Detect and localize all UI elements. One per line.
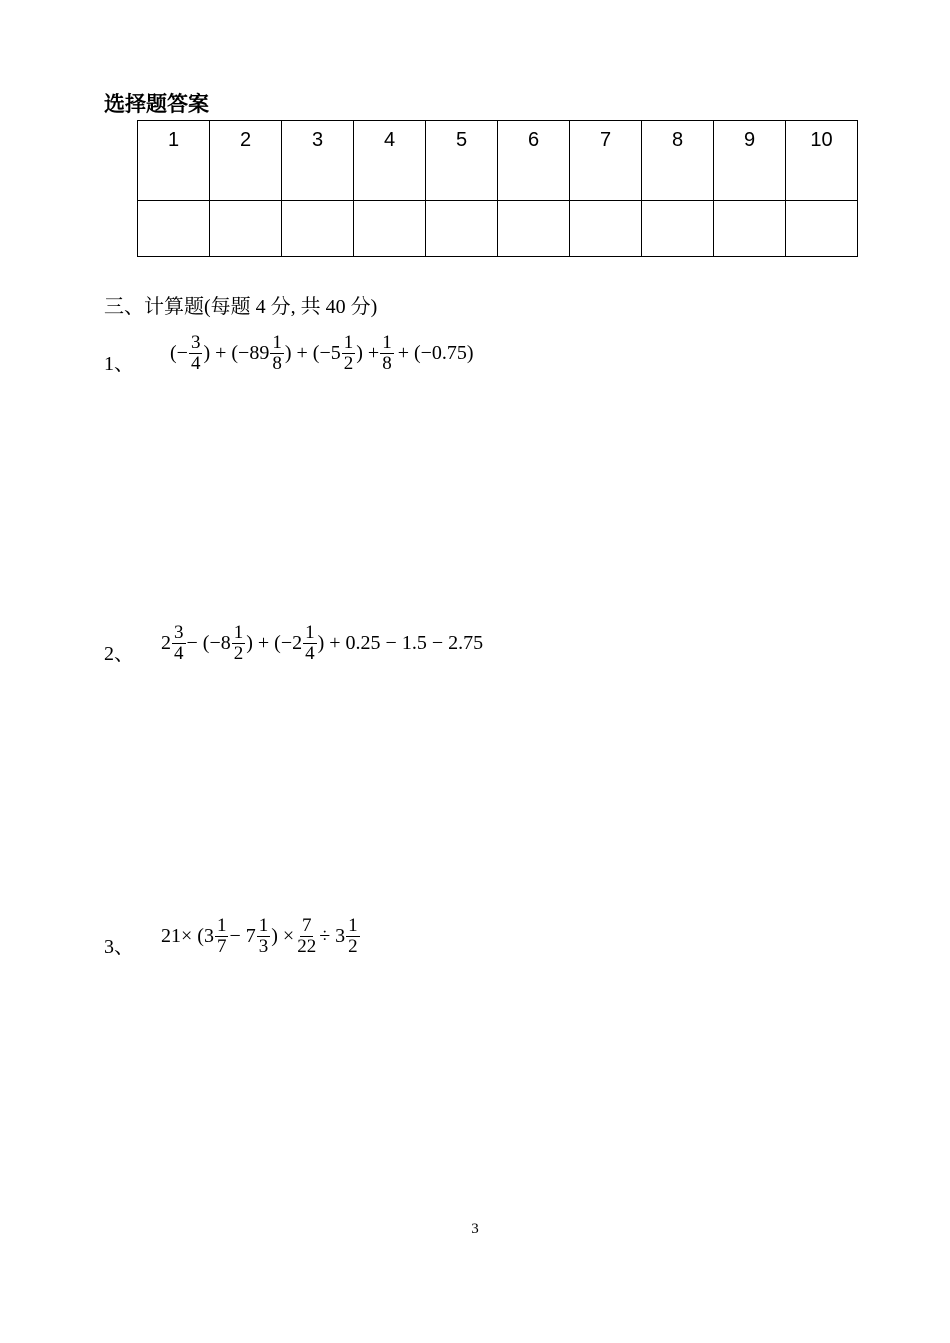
expr-text: ) + (−89 (203, 341, 270, 364)
expr-text: ) + (−2 (246, 631, 303, 654)
denominator: 4 (174, 642, 184, 664)
question-number-cell: 1 (138, 121, 210, 201)
denominator: 7 (216, 935, 227, 957)
numerator: 3 (190, 332, 201, 353)
expr-text: − 7 (229, 924, 256, 947)
fraction (346, 916, 360, 957)
answer-cell[interactable] (210, 201, 282, 257)
problem-number: 1、 (104, 353, 134, 375)
expr-text: (− (170, 341, 188, 364)
question-number-cell: 10 (786, 121, 858, 201)
question-number-cell: 5 (426, 121, 498, 201)
expr-text: ÷ 3 (319, 924, 346, 947)
question-number-cell: 9 (714, 121, 786, 201)
calculation-section-title: 三、计算题(每题 4 分, 共 40 分) (104, 296, 378, 318)
numerator: 1 (382, 332, 392, 353)
numerator: 1 (258, 915, 269, 936)
fraction (189, 333, 203, 374)
answer-cell[interactable] (570, 201, 642, 257)
question-number-cell: 3 (282, 121, 354, 201)
fraction (232, 623, 246, 664)
problem-expression (161, 916, 361, 957)
problem-expression (170, 333, 477, 374)
expr-text: 21× (3 (161, 924, 214, 947)
page-number: 3 (471, 1221, 479, 1237)
denominator: 22 (297, 935, 317, 957)
answer-table-header-row (138, 121, 858, 201)
answer-cell[interactable] (282, 201, 354, 257)
question-number-cell: 2 (210, 121, 282, 201)
answer-cell[interactable] (498, 201, 570, 257)
numerator: 1 (216, 915, 227, 936)
fraction (303, 623, 317, 664)
fraction (270, 333, 284, 374)
denominator: 4 (305, 642, 315, 664)
numerator: 1 (348, 915, 358, 936)
fraction (342, 333, 356, 374)
fraction (257, 916, 271, 957)
problem-number: 2、 (104, 643, 134, 665)
denominator: 2 (348, 935, 358, 957)
denominator: 2 (343, 352, 354, 374)
answer-table-answer-row (138, 201, 858, 257)
expr-text: ) + (−5 (284, 341, 341, 364)
expr-text: − (−8 (186, 631, 231, 654)
numerator: 1 (272, 332, 282, 353)
problem-expression (161, 623, 483, 664)
answer-cell[interactable] (714, 201, 786, 257)
question-number-cell: 6 (498, 121, 570, 201)
numerator: 1 (233, 622, 244, 643)
denominator: 8 (272, 352, 282, 374)
question-number-cell: 8 (642, 121, 714, 201)
expr-text: ) + 0.25 − 1.5 − 2.75 (317, 631, 484, 654)
numerator: 7 (301, 915, 312, 936)
answer-table (137, 120, 858, 257)
question-number-cell: 4 (354, 121, 426, 201)
expr-text: ) × (271, 924, 295, 947)
denominator: 2 (233, 642, 244, 664)
denominator: 3 (258, 935, 269, 957)
answer-cell[interactable] (786, 201, 858, 257)
fraction (172, 623, 186, 664)
question-number-cell: 7 (570, 121, 642, 201)
answer-cell[interactable] (642, 201, 714, 257)
expr-text: 2 (161, 631, 171, 654)
answer-section-title: 选择题答案 (104, 92, 209, 116)
numerator: 1 (343, 332, 354, 353)
denominator: 8 (382, 352, 392, 374)
problem-number: 3、 (104, 936, 134, 958)
expr-text: ) + (356, 341, 380, 364)
answer-cell[interactable] (426, 201, 498, 257)
numerator: 3 (174, 622, 184, 643)
denominator: 4 (190, 352, 201, 374)
fraction (380, 333, 394, 374)
answer-cell[interactable] (138, 201, 210, 257)
numerator: 1 (305, 622, 315, 643)
fraction (215, 916, 229, 957)
answer-cell[interactable] (354, 201, 426, 257)
fraction (295, 916, 318, 957)
expr-text: + (−0.75) (397, 341, 474, 364)
